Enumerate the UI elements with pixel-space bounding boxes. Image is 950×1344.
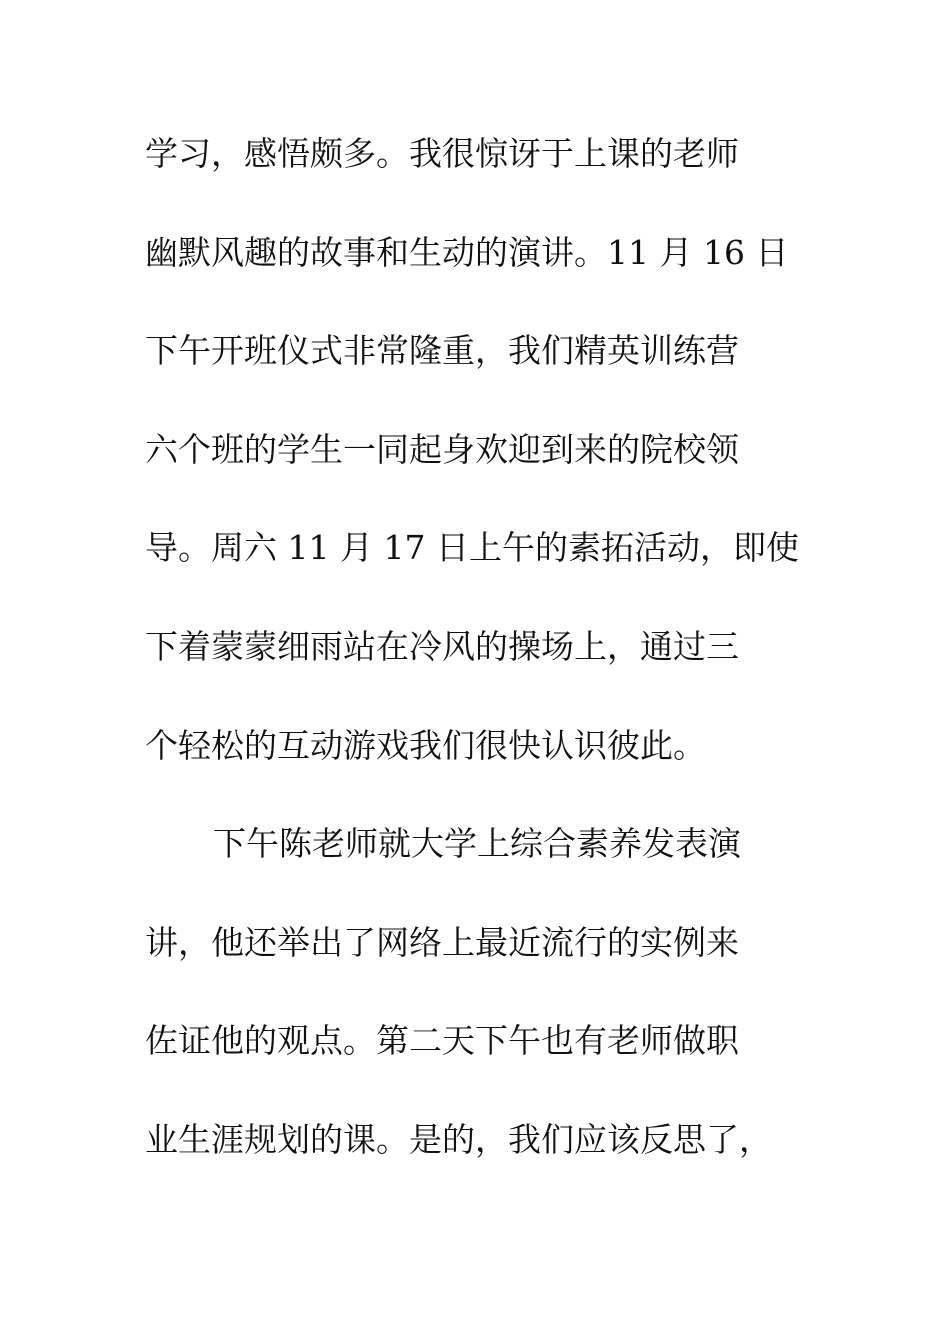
text-line: 下午开班仪式非常隆重，我们精英训练营 [145,331,739,371]
text-line: 佐证他的观点。第二天下午也有老师做职 [145,1021,739,1061]
text-line: 业生涯规划的课。是的，我们应该反思了， [145,1119,772,1159]
paragraph-start-line: 下午陈老师就大学上综合素养发表演 [213,824,741,864]
text-line: 下着蒙蒙细雨站在冷风的操场上，通过三 [145,626,739,666]
text-line: 学习，感悟颇多。我很惊讶于上课的老师 [145,134,739,173]
text-line: 导。周六 11 月 17 日上午的素拓活动，即使 [145,528,799,568]
text-line: 幽默风趣的故事和生动的演讲。11 月 16 日 [145,232,789,272]
text-line: 讲，他还举出了网络上最近流行的实例来 [145,922,739,962]
text-line: 六个班的学生一同起身欢迎到来的院校领 [145,429,739,469]
text-line: 个轻松的互动游戏我们很快认识彼此。 [145,725,706,765]
document-body [145,125,815,1210]
